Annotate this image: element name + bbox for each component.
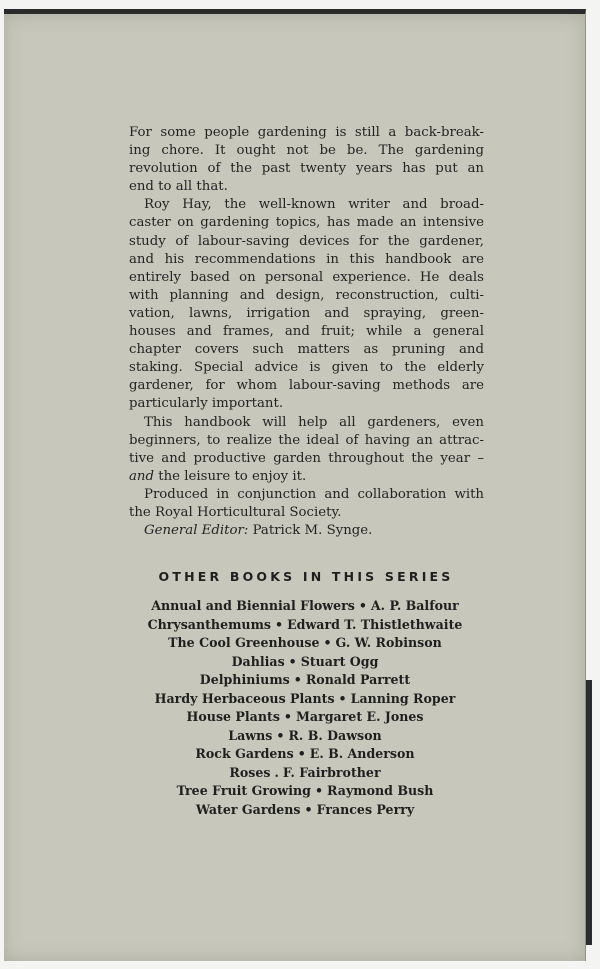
bullet-separator: . [274,764,279,780]
series-list [118,597,492,820]
blurb-line: with planning and design, reconstruction, culti- [129,287,484,303]
book-author: Lanning Roper [350,690,456,706]
editor-line [129,522,484,540]
blurb-line: revolution of the past twenty years has put an [129,161,484,177]
bullet-separator: • [283,709,292,725]
bullet-separator: • [293,672,302,688]
blurb-line: houses and frames, and fruit; while a general [129,324,484,340]
book-title: Hardy Herbaceous Plants [154,690,335,706]
bullet-separator: • [323,635,332,651]
blurb-line: study of labour-saving devices for the gardener, [129,233,484,249]
blurb-line: staking. Special advice is given to the elderly [129,360,484,376]
series-book [118,653,492,672]
book-author: Edward T. Thistlethwaite [287,616,463,632]
book-title: The Cool Greenhouse [168,635,320,651]
blurb-line: and his recommendations in this handbook are [129,251,484,267]
editor-label: General Editor: [144,523,249,539]
and-word: and [129,468,155,484]
book-title: Chrysanthemums [147,616,271,632]
bullet-separator: • [288,653,297,669]
blurb-line: vation, lawns, irrigation and spraying, green- [129,305,484,321]
book-title: Lawns [228,727,273,743]
series-book [118,801,492,820]
series-book [118,597,492,616]
bullet-separator: • [304,802,313,818]
spine-edge [586,680,592,945]
book-author: Frances Perry [316,802,415,818]
series-book [118,727,492,746]
bullet-separator: • [338,690,347,706]
series-heading: OTHER BOOKS IN THIS SERIES [158,569,454,584]
blurb-line: particularly important. [129,396,284,412]
series-book [118,708,492,727]
blurb-line: the Royal Horticultural Society. [129,504,342,520]
blurb-line: entirely based on personal experience. He deals [129,269,484,285]
series-book [118,616,492,635]
blurb-line: This handbook will help all gardeners, even [144,414,484,430]
book-title: House Plants [186,709,280,725]
blurb-line: caster on gardening topics, has made an intensive [129,215,484,231]
book-title: Tree Fruit Growing [176,783,311,799]
blurb-line: ing chore. It ought not be be. The gardening [129,143,484,159]
bullet-separator: • [358,598,367,613]
book-author: Margaret E. Jones [295,709,424,725]
book-author: Raymond Bush [327,783,434,799]
blurb-line: beginners, to realize the ideal of having an attrac- [129,432,484,448]
book-author: Stuart Ogg [300,653,379,669]
series-book [118,690,492,709]
bullet-separator: • [314,783,324,799]
book-author: F. Fairbrother [282,764,381,780]
blurb-line: For some people gardening is still a back-break- [129,125,484,140]
blurb-line: tive and productive garden throughout the year – [129,450,484,466]
book-title: Delphiniums [199,672,290,688]
book-title: Dahlias [231,653,285,669]
series-book [118,745,492,764]
blurb-line: end to all that. [129,179,228,195]
blurb-line-rest: the leisure to enjoy it. [158,468,307,484]
blurb-line: Produced in conjunction and collaboration with [144,486,484,502]
book-author: R. B. Dawson [288,727,382,743]
blurb-line: gardener, for whom labour-saving methods are [129,378,484,394]
blurb-line: Roy Hay, the well-known writer and broad- [144,197,484,213]
book-title: Rock Gardens [195,746,294,762]
book-author: Ronald Parrett [305,672,411,688]
blurb-line-and [129,468,484,486]
book-author: A. P. Balfour [370,598,459,613]
book-author: E. B. Anderson [309,746,415,762]
series-book [118,782,492,801]
blurb-line: chapter covers such matters as pruning and [129,342,484,358]
blurb [129,124,484,540]
series-book [118,634,492,653]
series-book [118,671,492,690]
editor-name: Patrick M. Synge. [252,523,373,539]
book-title: Roses [229,764,271,780]
bullet-separator: • [297,746,306,762]
book-author: G. W. Robinson [335,635,442,651]
series-book [118,764,492,783]
book-title: Annual and Biennial Flowers [151,598,355,613]
bullet-separator: • [276,727,285,743]
book-title: Water Gardens [195,802,301,818]
bullet-separator: • [275,616,284,632]
